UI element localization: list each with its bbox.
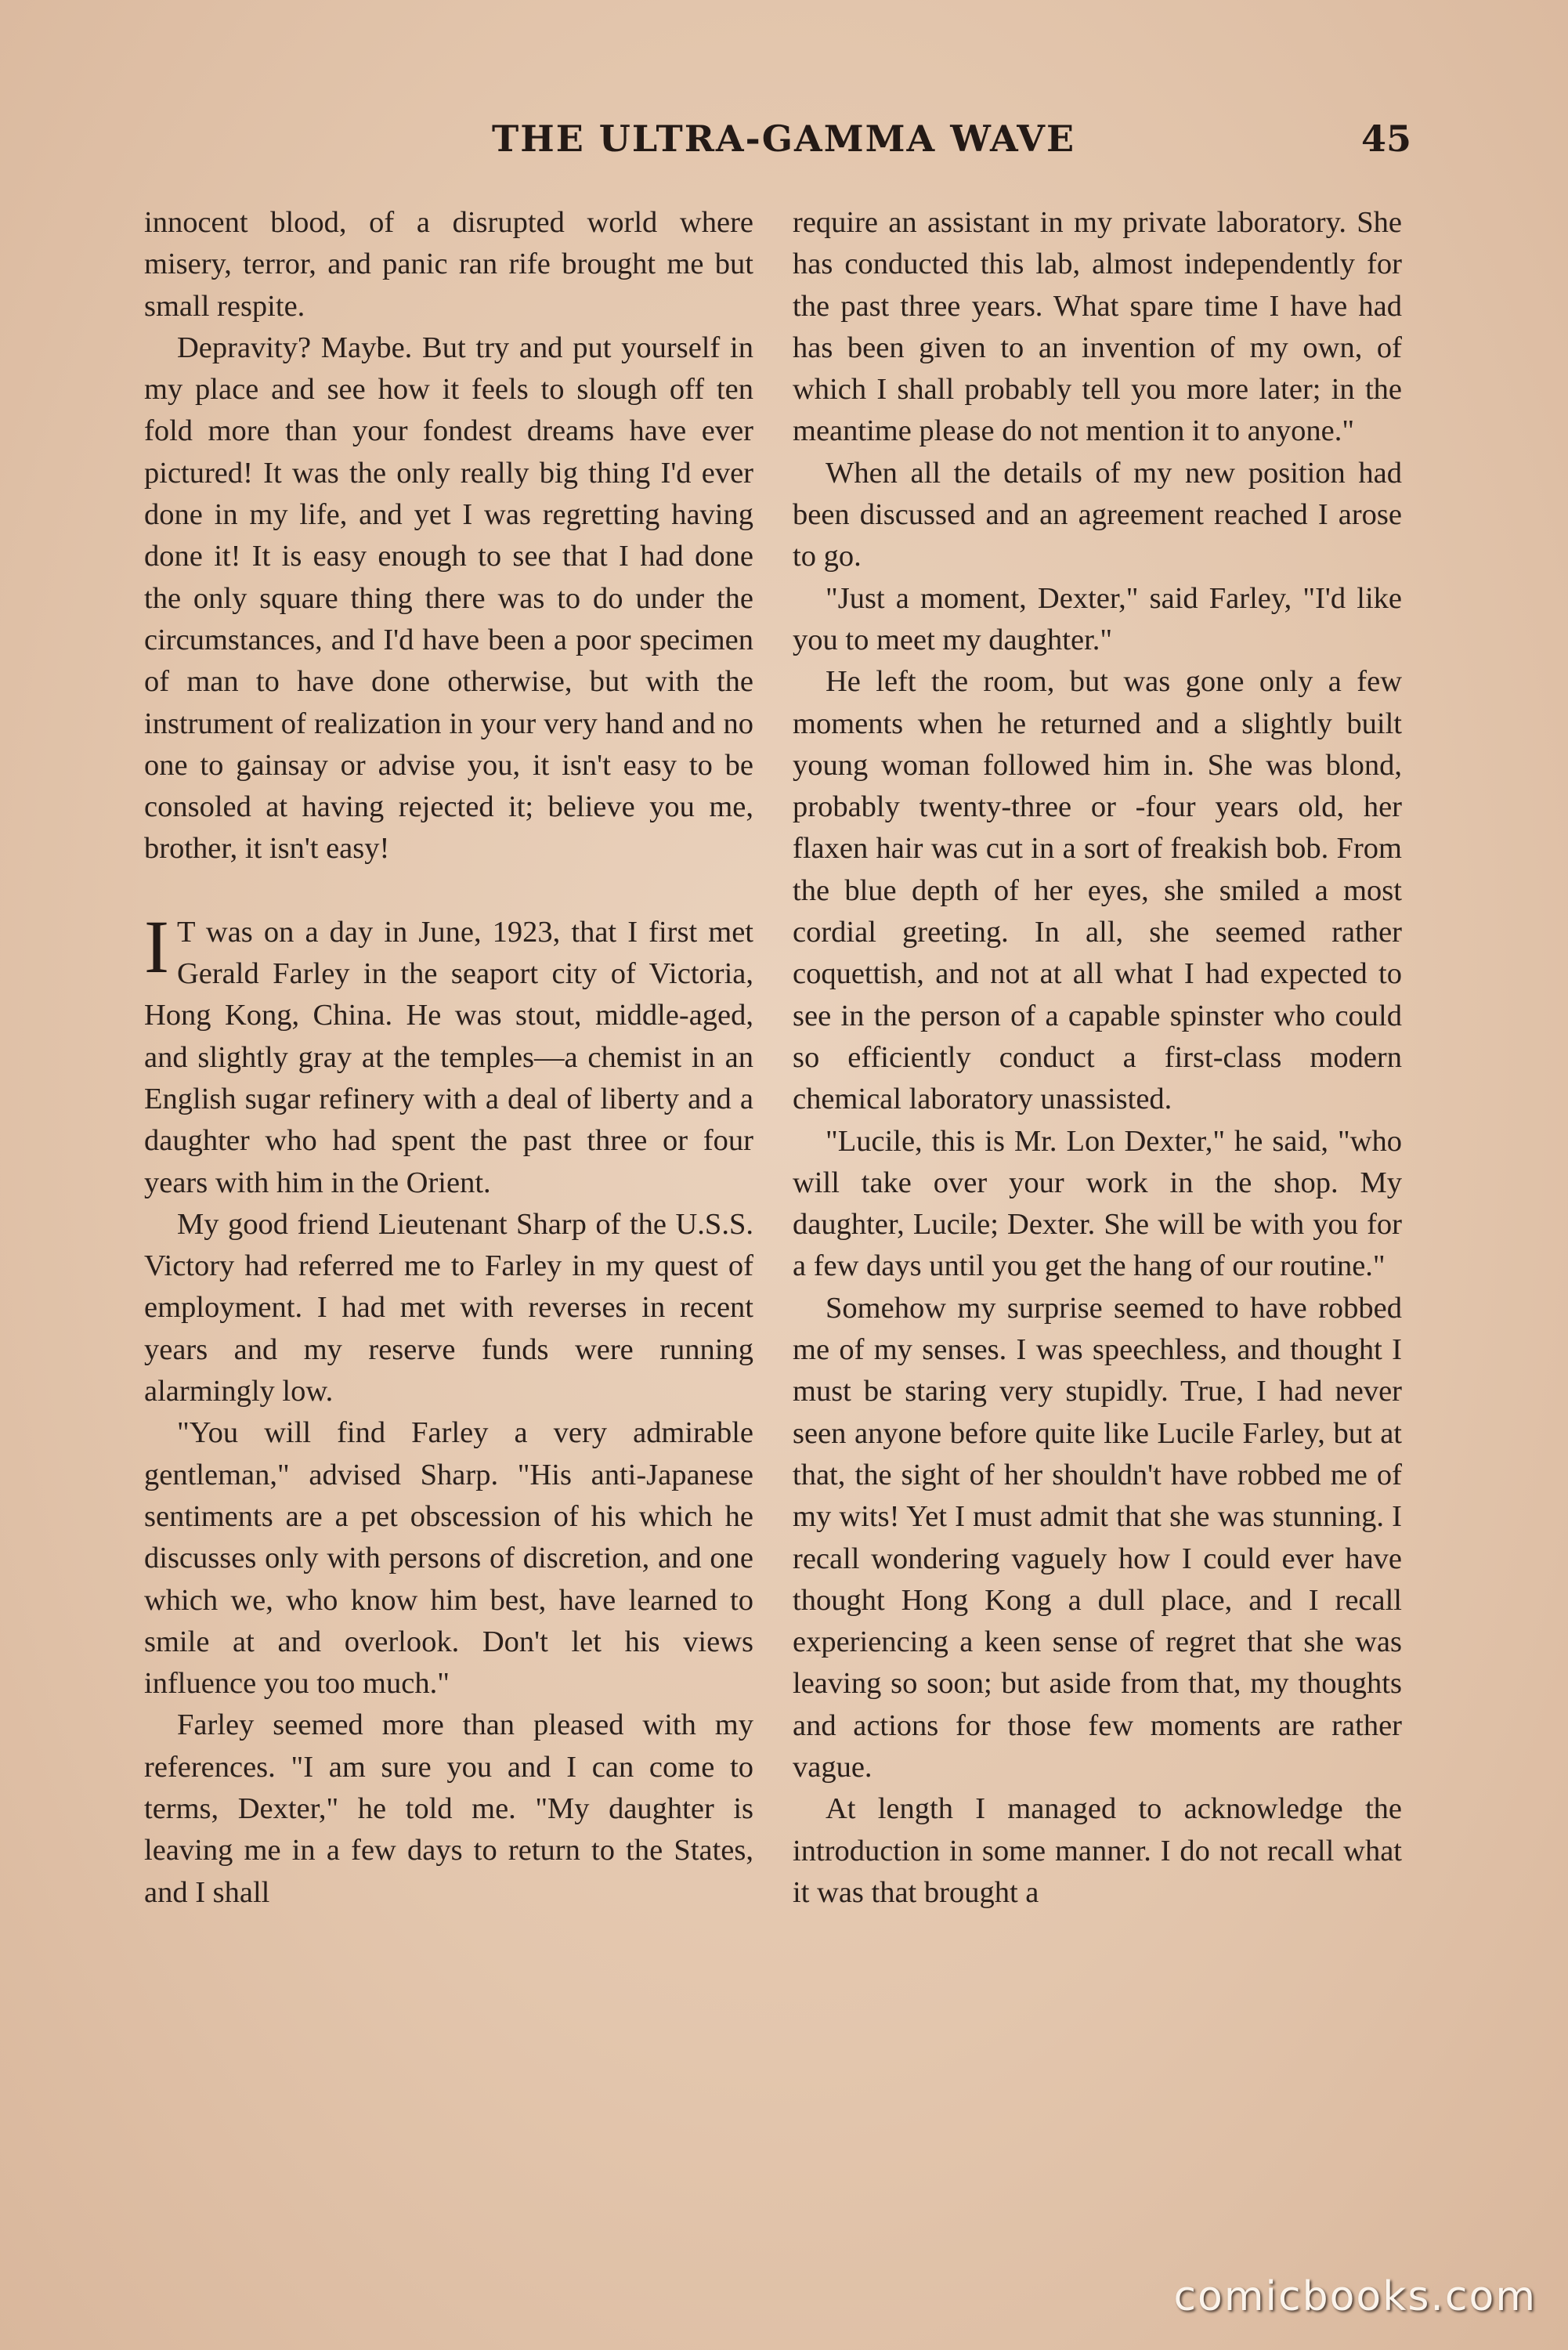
running-title: THE ULTRA-GAMMA WAVE <box>492 118 1076 160</box>
watermark-logo: comicbooks.com <box>1173 2273 1537 2320</box>
paragraph: "You will find Farley a very admirable gentleman," advised Sharp. "His anti-Japanese sentiments are a pet obscession of his which he discusses only with persons of discretion, and one which we, who know him best, have learned to smile at and overlook. Don't let his views influence you too much." <box>144 1416 753 1701</box>
page-number: 45 <box>1360 118 1411 160</box>
page-header <box>492 118 1411 169</box>
paragraph-text: T was on a day in June, 1923, that I first met Gerald Farley in the seaport city of Victoria, Hong Kong, China. He was stout, middle-aged, and slightly gray at the temples—a chemist in an English sugar refinery with a deal of liberty and a daughter who had spent the past three or four years with him in the Orient. <box>144 915 753 1199</box>
paragraph: "Just a moment, Dexter," said Farley, "I'd like you to meet my daughter." <box>793 581 1402 656</box>
right-column <box>793 202 1402 2207</box>
drop-cap: I <box>144 904 169 989</box>
paragraph: At length I managed to acknowledge the introduction in some manner. I do not recall what it was that brought a <box>793 1792 1402 1909</box>
paragraph: He left the room, but was gone only a few moments when he returned and a slightly built young woman followed him in. She was blond, probably twenty-three or -four years old, her flaxen hair was cut in a sort of freakish bob. From the blue depth of her eyes, she smiled a most cordial greeting. In all, she seemed rather coquettish, and not at all what I had expected to see in the person of a capable spinster who could so efficiently conduct a first-class modern chemical laboratory unassisted. <box>793 665 1402 1116</box>
paragraph: My good friend Lieutenant Sharp of the U.S.S. Victory had referred me to Farley in my quest of employment. I had met with reverses in recent years and my reserve funds were running alarmingly low. <box>144 1207 753 1408</box>
paragraph: require an assistant in my private laboratory. She has conducted this lab, almost independently for the past three years. What spare time I have had has been given to an invention of my own, of which I shall probably tell you more later; in the meantime please do not mention it to anyone." <box>793 206 1402 448</box>
paragraph: Somehow my surprise seemed to have robbed me of my senses. I was speechless, and thought I must be staring very stupidly. True, I had never seen anyone before quite like Lucile Farley, but at that, the sight of her shouldn't have robbed me of my wits! Yet I must admit that she was stunning. I recall wondering vaguely how I could ever have thought Hong Kong a dull place, and I recall experiencing a keen sense of regret that she was leaving so soon; but aside from that, my thoughts and actions for those few moments are rather vague. <box>793 1291 1402 1784</box>
paragraph: innocent blood, of a disrupted world where misery, terror, and panic ran rife brought me but small respite. <box>144 206 753 323</box>
paragraph: "Lucile, this is Mr. Lon Dexter," he said, "who will take over your work in the shop. My daughter, Lucile; Dexter. She will be with you for a few days until you get the hang of our routine." <box>793 1124 1402 1283</box>
paragraph: When all the details of my new position had been discussed and an agreement reached I arose to go. <box>793 456 1402 573</box>
left-column <box>144 202 753 2207</box>
section-opening-paragraph <box>144 904 753 1204</box>
paragraph: Depravity? Maybe. But try and put yourself in my place and see how it feels to slough off ten fold more than your fondest dreams have ever pictured! It was the only really big thing I'd ever done in my life, and yet I was regretting having done it! It is easy enough to see that I had done the only square thing there was to do under the circumstances, and I'd have been a poor specimen of man to have done otherwise, but with the instrument of realization in your very hand and no one to gainsay or advise you, it isn't easy to be consoled at having rejected it; believe you me, brother, it isn't easy! <box>144 331 753 866</box>
paragraph: Farley seemed more than pleased with my references. "I am sure you and I can come to terms, Dexter," he told me. "My daughter is leaving me in a few days to return to the States, and I shall <box>144 1708 753 1909</box>
